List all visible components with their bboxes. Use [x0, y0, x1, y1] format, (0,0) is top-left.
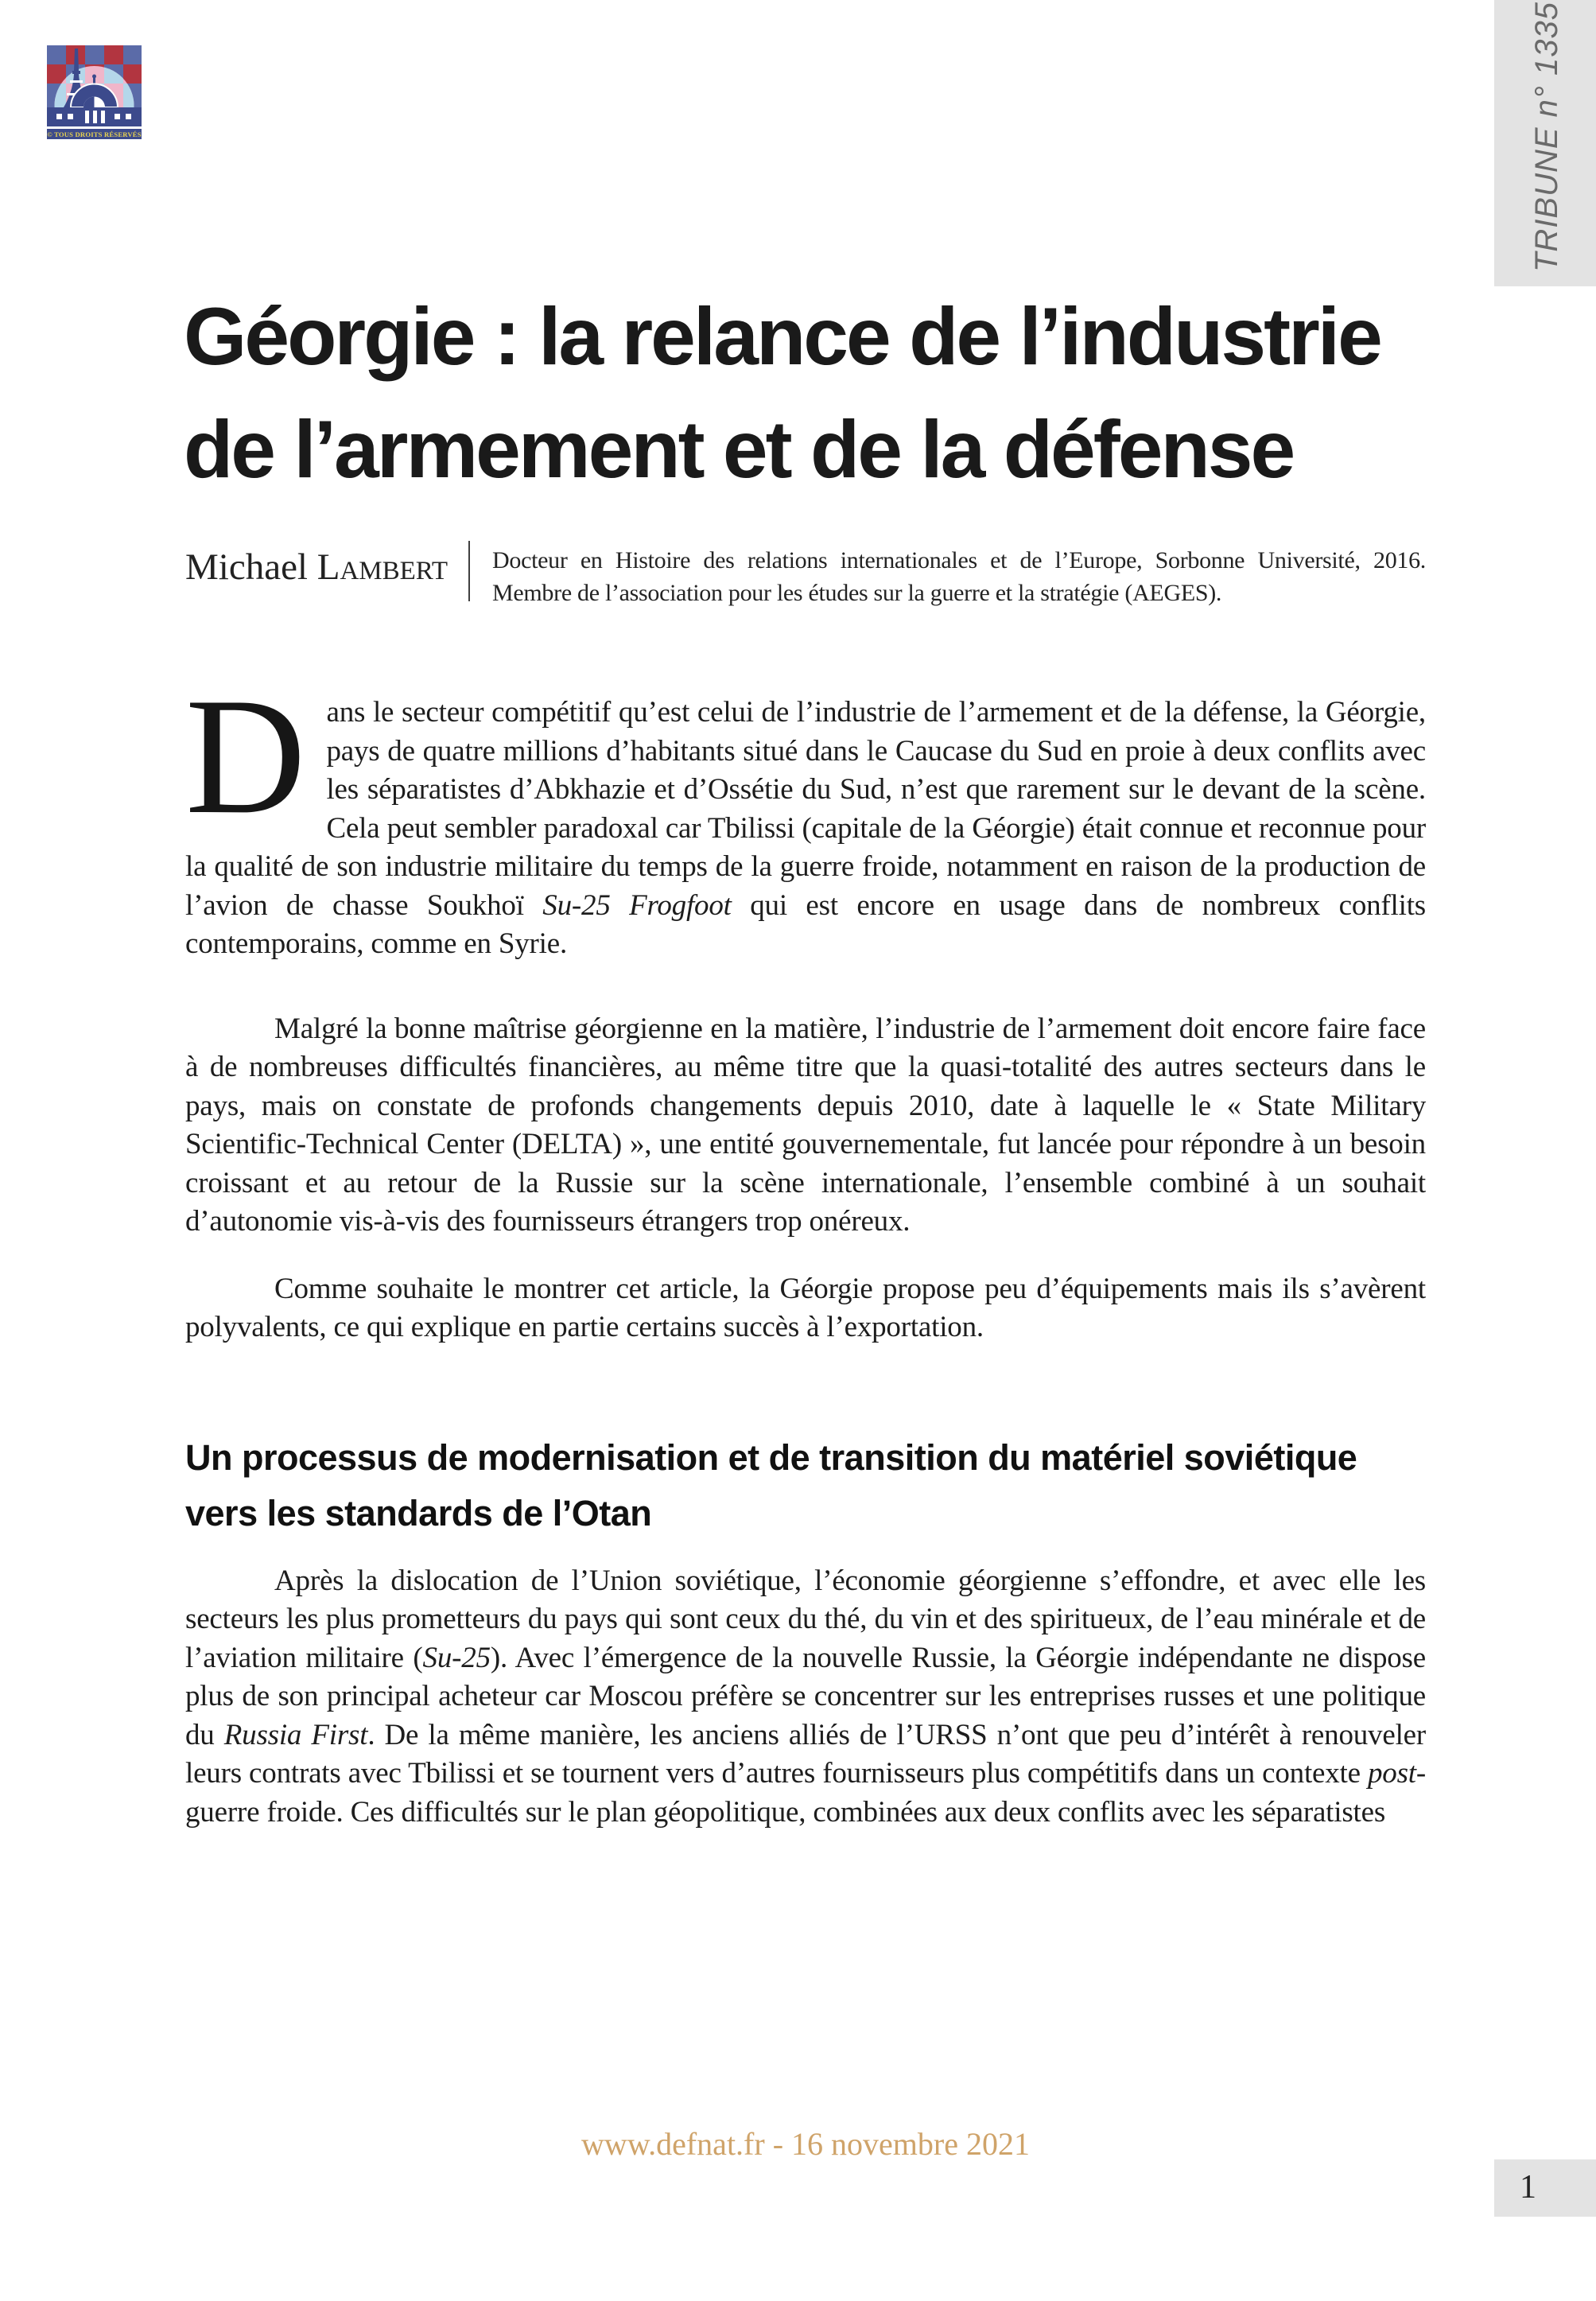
logo-building-base	[47, 107, 142, 126]
body-paragraph-lead	[185, 664, 1426, 964]
body-paragraph: Comme souhaite le montrer cet article, la Géorgie propose peu d’équipements mais ils s’avèrent polyvalents, ce qui explique en partie certains succès à l’exportation.	[185, 1272, 1426, 1343]
article-title: Géorgie : la relance de l’industrie de l’armement et de la défense	[184, 291, 1380, 495]
page-number-badge: 1	[1494, 2159, 1596, 2217]
footer-site-date[interactable]: www.defnat.fr - 16 novembre 2021	[581, 2126, 1030, 2162]
author-divider	[468, 541, 470, 601]
section-heading: Un processus de modernisation et de transition du matériel soviétique vers les standards de l’Otan	[185, 1436, 1357, 1533]
logo-divider	[47, 126, 142, 129]
author-block	[185, 541, 1426, 609]
body-paragraph: Après la dislocation de l’Union soviétique, l’économie géorgienne s’effondre, et avec elle les secteurs les plus prometteurs du pays qui sont ceux du thé, du vin et des spiritueux, de l’eau minérale et de l’aviation militaire (Su-25). Avec l’émergence de la nouvelle Russie, la Géorgie indépendante ne dispose plus de son principal acheteur car Moscou préfère se concentrer sur les entreprises russes et une politique du Russia First. De la même manière, les anciens alliés de l’URSS n’ont que peu d’intérêt à renouveler leurs contrats avec Tbilissi et se tournent vers d’autres fournisseurs plus compétitifs dans un contexte post-guerre froide. Ces difficultés sur le plan géopolitique, combinées aux deux conflits avec les séparatistes	[185, 1564, 1426, 1829]
publisher-logo-icon	[47, 45, 142, 139]
body-paragraph: Malgré la bonne maîtrise géorgienne en la matière, l’industrie de l’armement doit encore faire face à de nombreuses difficultés financières, au même titre que la quasi-totalité des autres secteurs dans le pays, mais on constate de profonds changements depuis 2010, date à laquelle le « State Military Scientific-Technical Center (DELTA) », une entité gouvernementale, fut lancée pour répondre à un besoin croissant et au retour de la Russie sur la scène internationale, l’ensemble combiné à un souhait d’autonomie vis-à-vis des fournisseurs étrangers trop onéreux.	[185, 1012, 1426, 1238]
article-body	[185, 664, 1426, 1860]
author-name	[185, 541, 468, 589]
logo-copyright-text: © TOUS DROITS RÉSERVÉS	[47, 130, 142, 138]
lead-text: ans le secteur compétitif qu’est celui de l’industrie de l’armement et de la défense, la Géorgie, pays de quatre millions d’habitants situé dans le Caucase du Sud en proie à deux conflits avec les séparatistes d’Abkhazie et d’Ossétie du Sud, n’est que rarement sur le devant de la scène. Cela peut sembler paradoxal car Tbilissi (capitale de la Géorgie) était connue et reconnue pour la qualité de son industrie militaire du temps de la guerre froide, notamment en raison de la production de l’avion de chasse Soukhoï Su-25 Frogfoot qui est encore en usage dans de nombreux conflits contemporains, comme en Syrie.	[185, 696, 1426, 960]
drop-cap: D	[185, 664, 306, 849]
author-first-name: Michael	[185, 546, 308, 588]
author-last-name: Lambert	[316, 546, 448, 588]
tribune-number-label: TRIBUNE n° 1335	[1529, 1, 1564, 272]
author-bio: Docteur en Histoire des relations internationales et de l’Europe, Sorbonne Université, 2016. Membre de l’association pour les études sur la guerre et la stratégie (AEGES).	[492, 547, 1426, 606]
